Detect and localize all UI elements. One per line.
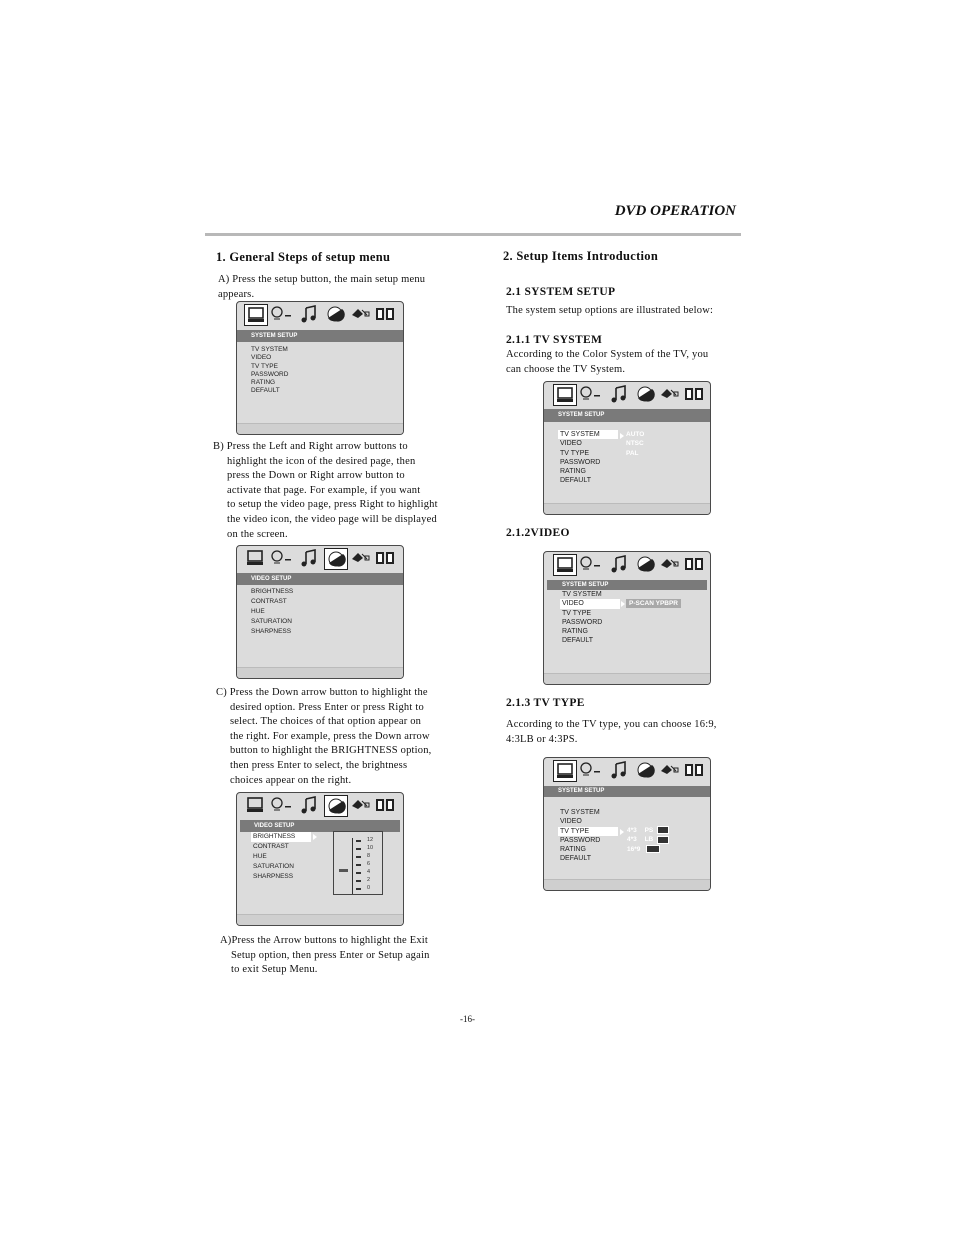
osd-icon-bar — [544, 382, 710, 408]
osd-title-bar: VIDEO SETUP — [237, 573, 403, 585]
speaker-setup-icon — [349, 795, 371, 815]
dolby-setup-icon — [374, 548, 396, 568]
option-item[interactable] — [627, 826, 669, 835]
osd-menu-item[interactable]: TV SYSTEM — [251, 346, 288, 353]
osd-icon-bar — [544, 552, 710, 578]
scale-ticks — [356, 840, 361, 896]
osd-video-output — [543, 551, 711, 685]
language-setup-icon — [579, 760, 601, 780]
text-line: desired option. Press Enter or press Right to — [230, 701, 424, 713]
osd-menu-item[interactable] — [558, 430, 618, 439]
osd-menu-item[interactable]: PASSWORD — [560, 836, 601, 844]
text-line: Setup option, then press Enter or Setup again — [231, 949, 430, 961]
osd-menu-list — [558, 808, 618, 864]
system-setup-icon — [553, 554, 577, 576]
text-line: appears. — [218, 288, 255, 300]
osd-menu-item[interactable]: CONTRAST — [251, 598, 287, 605]
speaker-setup-icon — [349, 548, 371, 568]
aspect-ratio-icon — [657, 826, 669, 834]
osd-menu-item[interactable] — [251, 832, 311, 842]
video-setup-icon — [634, 384, 656, 404]
osd-bottom-bar — [237, 914, 403, 925]
system-setup-icon — [244, 548, 266, 568]
osd-menu-item[interactable]: RATING — [560, 846, 586, 854]
text-line: to setup the video page, press Right to highlight — [227, 499, 438, 511]
scale-value[interactable]: 12 — [367, 837, 374, 843]
osd-menu-item[interactable]: TV TYPE — [251, 362, 278, 370]
option-tag: LB — [644, 836, 654, 844]
option-tag: PS — [644, 827, 654, 834]
text-line: select. The choices of that option appear on — [230, 716, 422, 728]
level-indicator — [339, 869, 348, 872]
osd-menu-item[interactable]: PASSWORD — [560, 458, 601, 466]
scale-value[interactable]: 8 — [367, 853, 371, 859]
page-header-title: DVD OPERATION — [614, 203, 736, 219]
arrow-right-icon — [621, 601, 625, 607]
osd-brightness-setting — [236, 792, 404, 926]
option-label: 16*9 — [627, 845, 641, 853]
text-line: B) Press the Left and Right arrow buttons to — [213, 441, 408, 452]
osd-menu-item[interactable]: BRIGHTNESS — [251, 588, 294, 595]
text-line: the right. For example, press the Down arrow — [230, 730, 430, 742]
arrow-right-icon — [620, 829, 624, 835]
speaker-setup-icon — [658, 554, 680, 574]
text-line: A) Press the setup button, the main setup menu — [218, 274, 426, 285]
aspect-ratio-icon — [646, 845, 660, 853]
osd-title-bar: SYSTEM SETUP — [237, 330, 403, 342]
text-line: 4:3LB or 4:3PS. — [506, 733, 578, 745]
dolby-setup-icon — [374, 304, 396, 324]
osd-menu-item[interactable]: TV TYPE — [560, 449, 590, 457]
osd-title-bar: VIDEO SETUP — [240, 820, 400, 832]
option-item[interactable]: P-SCAN YPBPR — [626, 599, 681, 608]
speaker-setup-icon — [658, 384, 680, 404]
osd-bottom-bar — [237, 667, 403, 678]
osd-tv-type — [543, 757, 711, 891]
scale-value[interactable]: 6 — [367, 861, 371, 867]
osd-menu-item[interactable]: RATING — [560, 468, 586, 476]
highlighted-item[interactable]: BRIGHTNESS — [251, 832, 311, 842]
option-item[interactable]: NTSC — [626, 440, 644, 448]
tv-type-heading: 2.1.3 TV TYPE — [506, 697, 585, 709]
language-setup-icon — [270, 304, 292, 324]
osd-menu-item[interactable]: HUE — [253, 853, 267, 860]
osd-menu-item[interactable]: DEFAULT — [251, 387, 280, 395]
osd-bottom-bar — [544, 879, 710, 890]
osd-icon-bar — [237, 546, 403, 572]
osd-tv-system — [543, 381, 711, 515]
video-setup-icon — [634, 760, 656, 780]
system-setup-icon — [244, 795, 266, 815]
text-line: button to highlight the BRIGHTNESS option, — [230, 745, 432, 757]
option-item[interactable]: AUTO — [626, 431, 645, 438]
osd-options — [627, 826, 669, 854]
tv-type-text — [506, 718, 717, 747]
text-line: can choose the TV System. — [506, 363, 626, 375]
language-setup-icon — [270, 548, 292, 568]
osd-menu-item[interactable]: TV SYSTEM — [562, 591, 602, 598]
osd-video-setup-page — [236, 545, 404, 679]
tv-system-text — [506, 348, 708, 377]
language-setup-icon — [270, 795, 292, 815]
osd-options — [626, 430, 644, 458]
osd-menu-item[interactable]: DEFAULT — [562, 637, 593, 645]
text-line: the video icon, the video page will be displayed — [227, 513, 437, 525]
scale-value[interactable]: 4 — [367, 869, 371, 875]
text-line: to exit Setup Menu. — [231, 964, 318, 976]
osd-menu-list — [251, 587, 293, 637]
option-label: 4*3 — [627, 836, 637, 844]
osd-menu-item[interactable]: RATING — [562, 628, 588, 636]
video-setup-icon — [634, 554, 656, 574]
osd-bottom-bar — [544, 673, 710, 684]
text-line: choices appear on the right. — [230, 774, 352, 786]
text-line: activate that page. For example, if you want — [227, 484, 421, 496]
system-setup-text — [506, 304, 713, 319]
osd-menu-item[interactable]: PASSWORD — [251, 370, 289, 378]
osd-menu-item[interactable]: PASSWORD — [562, 618, 603, 626]
language-setup-icon — [579, 554, 601, 574]
system-setup-icon — [553, 760, 577, 782]
video-setup-icon — [324, 304, 346, 324]
osd-menu-item[interactable] — [558, 827, 618, 836]
text-line: press the Down or Right arrow button to — [227, 470, 405, 482]
osd-menu-list — [560, 590, 620, 646]
language-setup-icon — [579, 384, 601, 404]
arrow-right-icon — [620, 433, 624, 439]
osd-title-bar: SYSTEM SETUP — [544, 786, 710, 797]
osd-icon-bar — [544, 758, 710, 784]
scale-value[interactable]: 10 — [367, 845, 374, 851]
osd-main-setup-menu — [236, 301, 404, 435]
osd-menu-item[interactable]: SHARPNESS — [251, 628, 292, 635]
scale-spine — [352, 838, 353, 894]
video-setup-icon — [324, 548, 348, 570]
osd-icon-bar — [237, 793, 403, 819]
aspect-ratio-icon — [657, 836, 669, 844]
tv-system-heading: 2.1.1 TV SYSTEM — [506, 334, 603, 346]
osd-menu-list — [251, 346, 288, 396]
scale-value[interactable]: 2 — [367, 877, 371, 883]
highlighted-item[interactable]: TV SYSTEM — [558, 430, 618, 439]
osd-menu-list — [251, 832, 311, 882]
osd-menu-item[interactable]: SHARPNESS — [253, 873, 294, 880]
osd-menu-item[interactable]: VIDEO — [560, 818, 582, 826]
dolby-setup-icon — [683, 760, 705, 780]
step-d-text — [220, 934, 430, 978]
audio-setup-icon — [608, 384, 630, 404]
dolby-setup-icon — [374, 795, 396, 815]
speaker-setup-icon — [658, 760, 680, 780]
osd-menu-item[interactable] — [560, 599, 620, 608]
scale-value[interactable]: 0 — [367, 885, 371, 891]
option-label: 4*3 — [627, 827, 637, 834]
text-line: on the screen. — [227, 528, 288, 540]
osd-menu-item[interactable]: HUE — [251, 608, 265, 615]
left-heading: 1. General Steps of setup menu — [216, 250, 391, 264]
osd-menu-item[interactable]: DEFAULT — [560, 477, 591, 485]
osd-bottom-bar — [237, 423, 403, 434]
dolby-setup-icon — [683, 554, 705, 574]
audio-setup-icon — [298, 548, 320, 568]
osd-menu-item[interactable]: TV SYSTEM — [560, 809, 600, 816]
osd-menu-item[interactable]: SATURATION — [251, 618, 292, 625]
highlighted-item[interactable]: TV TYPE — [558, 827, 618, 836]
step-c-text — [216, 686, 432, 788]
option-item[interactable] — [627, 845, 669, 854]
text-line: According to the TV type, you can choose 16:9, — [506, 719, 717, 730]
osd-menu-item[interactable]: TV TYPE — [562, 609, 592, 617]
dolby-setup-icon — [683, 384, 705, 404]
step-a-text — [218, 273, 425, 302]
system-setup-heading: 2.1 SYSTEM SETUP — [506, 286, 616, 298]
osd-menu-item[interactable]: VIDEO — [251, 354, 272, 362]
text-line: C) Press the Down arrow button to highlight the — [216, 687, 428, 698]
osd-menu-item[interactable]: SATURATION — [253, 863, 294, 870]
system-setup-icon — [553, 384, 577, 406]
scale-values — [367, 836, 373, 892]
option-item[interactable]: PAL — [626, 449, 639, 457]
brightness-scale — [333, 831, 383, 895]
step-b-text — [213, 440, 438, 542]
osd-menu-item[interactable]: DEFAULT — [560, 855, 591, 863]
osd-title-bar: SYSTEM SETUP — [544, 409, 710, 422]
text-line: then press Enter to select, the brightness — [230, 759, 408, 771]
audio-setup-icon — [298, 304, 320, 324]
audio-setup-icon — [608, 554, 630, 574]
osd-title-bar: SYSTEM SETUP — [547, 580, 707, 590]
text-line: The system setup options are illustrated below: — [506, 305, 714, 316]
text-line: A)Press the Arrow buttons to highlight the Exit — [220, 935, 429, 946]
video-heading: 2.1.2VIDEO — [506, 527, 570, 539]
osd-menu-item[interactable]: RATING — [251, 379, 276, 387]
text-line: According to the Color System of the TV, you — [506, 349, 709, 360]
audio-setup-icon — [608, 760, 630, 780]
osd-menu-item[interactable]: VIDEO — [560, 440, 582, 448]
page-number: -16- — [460, 1014, 475, 1024]
option-item[interactable] — [627, 835, 669, 844]
text-line: highlight the icon of the desired page, then — [227, 455, 416, 467]
highlighted-item[interactable]: VIDEO — [560, 599, 620, 608]
right-heading: 2. Setup Items Introduction — [503, 249, 659, 263]
arrow-right-icon — [313, 834, 317, 840]
video-setup-icon — [324, 795, 348, 817]
osd-menu-list — [558, 430, 618, 486]
osd-icon-bar — [237, 302, 403, 328]
osd-menu-item[interactable]: CONTRAST — [253, 843, 289, 850]
speaker-setup-icon — [349, 304, 371, 324]
audio-setup-icon — [298, 795, 320, 815]
header-rule — [205, 233, 741, 236]
osd-options — [626, 599, 681, 608]
system-setup-icon — [244, 304, 268, 326]
osd-bottom-bar — [544, 503, 710, 514]
